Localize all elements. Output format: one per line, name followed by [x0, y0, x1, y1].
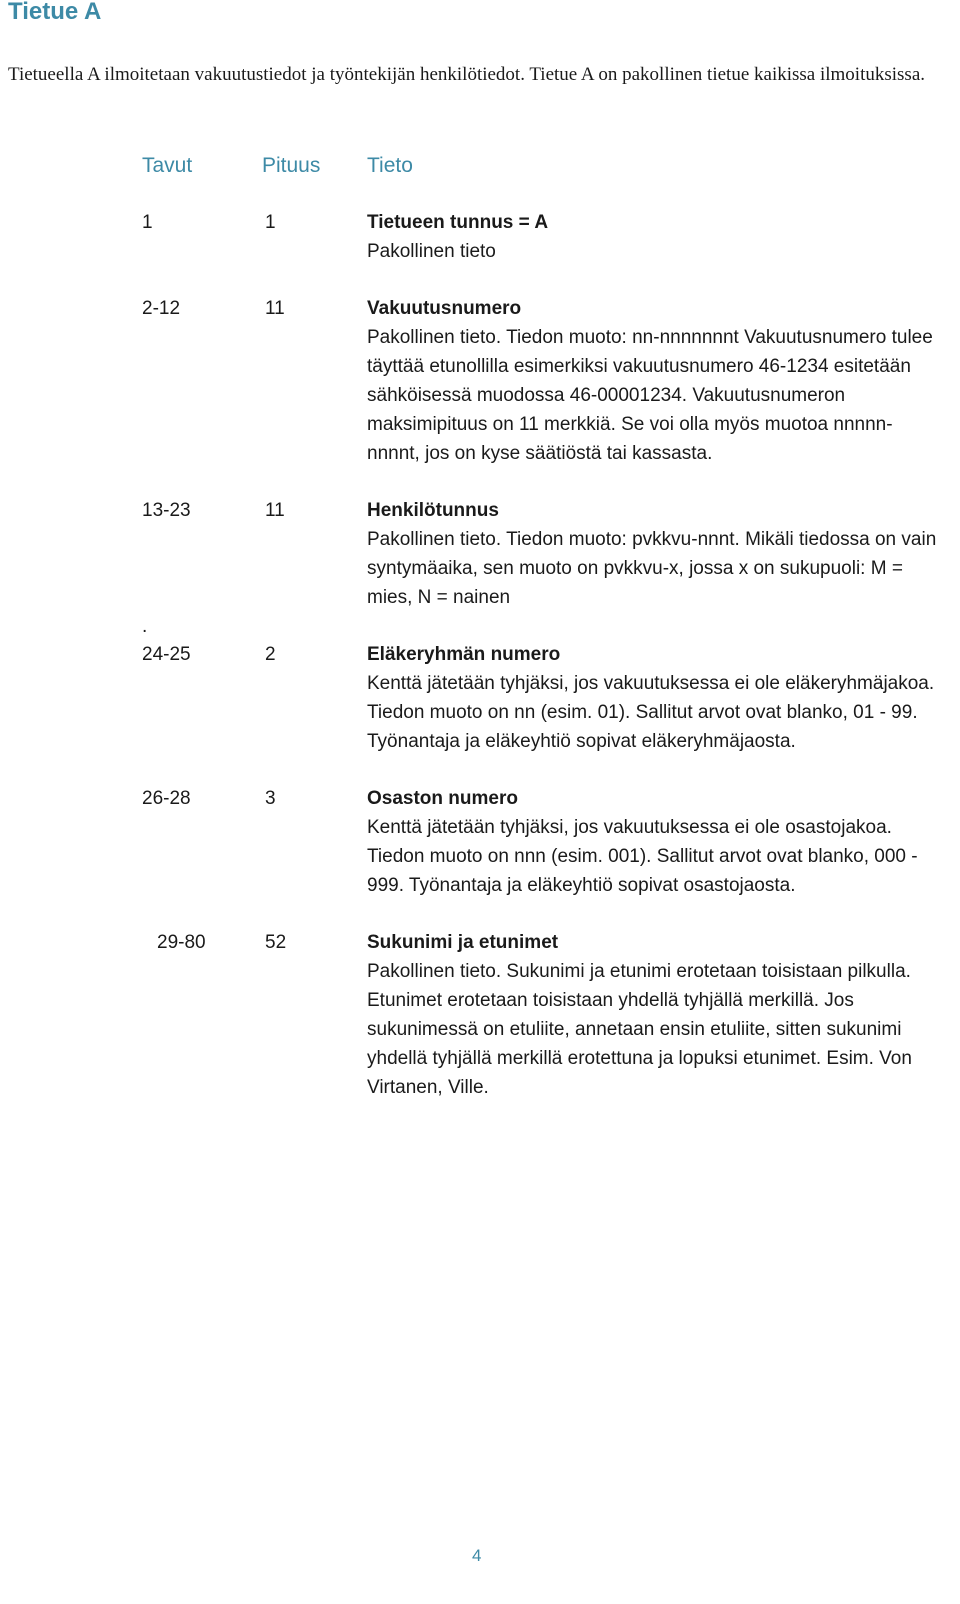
- row-info: [367, 496, 942, 612]
- row-bytes: 13-23: [142, 500, 191, 521]
- page-number: 4: [472, 1546, 482, 1565]
- row-bytes: 29-80: [157, 932, 206, 953]
- column-header-length: Pituus: [262, 154, 321, 177]
- row-length: 1: [265, 212, 276, 233]
- table-row: [0, 496, 960, 612]
- field-description: Kenttä jätetään tyhjäksi, jos vakuutuksessa ei ole osastojakoa. Tiedon muoto on nnn (esim. 001). Sallitut arvot ovat blanko, 000 - 999. Työnantaja ja eläkeyhtiö sopivat osastojaosta.: [367, 817, 918, 896]
- table-header: [0, 151, 960, 181]
- field-title: Vakuutusnumero: [367, 298, 522, 319]
- row-length: 52: [265, 932, 287, 953]
- field-title: Henkilötunnus: [367, 500, 499, 521]
- record-field-table: [0, 151, 960, 1102]
- table-row: [0, 208, 960, 266]
- field-description: Pakollinen tieto. Sukunimi ja etunimi erotetaan toisistaan pilkulla. Etunimet erotetaan toisistaan yhdellä tyhjällä merkillä. Jos sukunimessä on etuliite, annetaan ensin etuliite, sitten sukunimi yhdellä tyhjällä merkillä erotettuna ja lopuksi etunimet. Esim. Von Virtanen, Ville.: [367, 961, 912, 1098]
- table-row: [0, 784, 960, 900]
- row-bytes: 26-28: [142, 788, 191, 809]
- row-info: [367, 928, 942, 1102]
- field-title: Osaston numero: [367, 788, 518, 809]
- row-length: 11: [265, 298, 285, 319]
- table-row: [0, 928, 960, 1102]
- field-description: Pakollinen tieto. Tiedon muoto: nn-nnnnnnnt Vakuutusnumero tulee täyttää etunollilla esimerkiksi vakuutusnumero 46-1234 esitetään sähköisessä muodossa 46-00001234. Vakuutusnumeron maksimipituus on 11 merkkiä. Se voi olla myös muotoa nnnnn-nnnnt, jos on kyse säätiöstä tai kassasta.: [367, 327, 933, 464]
- row-bytes: 2-12: [142, 298, 181, 319]
- row-info: [367, 208, 942, 266]
- row-bytes: 1: [142, 212, 153, 233]
- intro-paragraph: Tietueella A ilmoitetaan vakuutustiedot ja työntekijän henkilötiedot. Tietue A on pakollinen tietue kaikissa ilmoituksissa.: [8, 64, 926, 85]
- row-length: 2: [265, 644, 276, 665]
- field-title: Sukunimi ja etunimet: [367, 932, 559, 953]
- column-header-info: Tieto: [367, 154, 413, 177]
- row-length: 11: [265, 500, 285, 521]
- row-info: [367, 640, 942, 756]
- row-info: [367, 294, 942, 468]
- field-description: Kenttä jätetään tyhjäksi, jos vakuutuksessa ei ole eläkeryhmäjakoa. Tiedon muoto on nn (esim. 01). Sallitut arvot ovat blanko, 01 - 99. Työnantaja ja eläkeyhtiö sopivat eläkeryhmäjaosta.: [367, 673, 935, 752]
- row-length: 3: [265, 788, 276, 809]
- row-bytes: 24-25: [142, 644, 191, 665]
- column-header-bytes: Tavut: [142, 154, 193, 177]
- row-info: [367, 784, 942, 900]
- field-title: Eläkeryhmän numero: [367, 644, 561, 665]
- table-row: [0, 640, 960, 756]
- field-description: Pakollinen tieto. Tiedon muoto: pvkkvu-nnnt. Mikäli tiedossa on vain syntymäaika, sen muoto on pvkkvu-x, jossa x on sukupuoli: M = mies, N = nainen: [367, 529, 937, 608]
- field-description: Pakollinen tieto: [367, 241, 496, 262]
- table-row: [0, 294, 960, 468]
- stray-dot: .: [142, 616, 148, 637]
- field-title: Tietueen tunnus = A: [367, 212, 549, 233]
- stray-dot-row: [0, 612, 960, 640]
- page-heading: Tietue A: [8, 0, 102, 25]
